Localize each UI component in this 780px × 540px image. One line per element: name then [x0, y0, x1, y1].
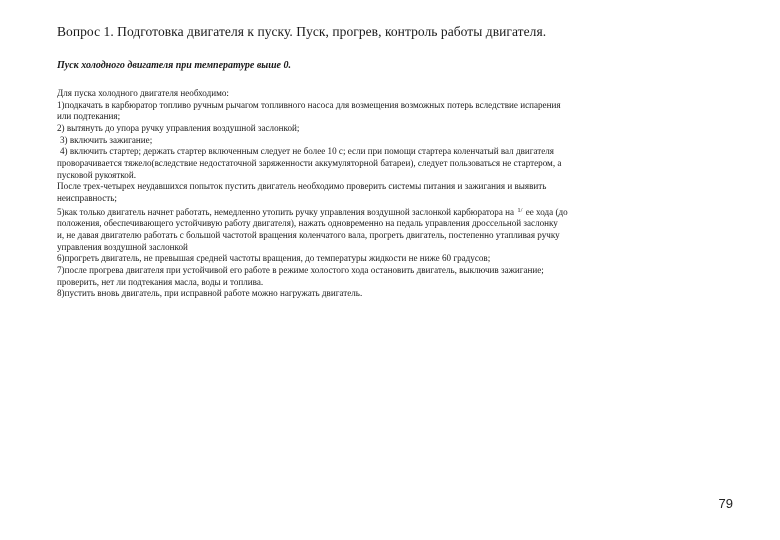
body-line: После трех-четырех неудавшихся попыток пустить двигатель необходимо проверить системы питания и зажигания и выявить [57, 181, 547, 192]
body-line: 4) включить стартер; держать стартер включенным следует не более 10 с; если при помощи стартера коленчатый вал двигателя [60, 146, 554, 157]
body-line: 2) вытянуть до упора ручку управления воздушной заслонкой; [57, 122, 300, 133]
body-line: пусковой рукояткой. [57, 169, 136, 180]
fraction-mark: 1/ [517, 206, 523, 214]
body-line-with-fraction [57, 205, 747, 219]
section-subtitle: Пуск холодного двигателя при температуре выше 0. [57, 60, 291, 71]
body-line: и, не давая двигателю работать с большой частотой вращения коленчатого вала, прогреть двигатель, постепенно утапливая ручку [57, 229, 560, 240]
body-line: проверить, нет ли подтекания масла, воды и топлива. [57, 276, 264, 287]
body-line: 7)после прогрева двигателя при устойчивой его работе в режиме холостого хода остановить двигатель, выключив зажигание; [57, 264, 544, 275]
body-line: или подтекания; [57, 111, 121, 122]
body-line-part: 5)как только двигатель начнет работать, немедленно утопить ручку управления воздушной заслонкой карбюратора на [57, 206, 515, 217]
body-line: неисправность; [57, 192, 117, 203]
body-line: Для пуска холодного двигателя необходимо: [57, 88, 229, 98]
body-line: 6)прогреть двигатель, не превышая средней частоты вращения, до температуры жидкости не ниже 60 градусов; [57, 253, 491, 264]
body-line: 1)подкачать в карбюратор топливо ручным рычагом топливного насоса для возмещения возможных потерь вследствие испарения [57, 99, 561, 110]
body-text [57, 88, 747, 300]
body-line: проворачивается тяжело(вследствие недостаточной заряженности аккумуляторной батареи), следует пользоваться не стартером, а [57, 157, 562, 168]
body-line-part: ее хода (до [525, 206, 568, 217]
page-number: 79 [718, 496, 733, 511]
body-line: 8)пустить вновь двигатель, при исправной работе можно нагружать двигатель. [57, 288, 363, 299]
body-line: 3) включить зажигание; [60, 134, 153, 145]
body-line: положения, обеспечивающего устойчивую работу двигателя), нажать одновременно на педаль управления дроссельной заслонку [57, 218, 558, 229]
page-title: Вопрос 1. Подготовка двигателя к пуску. Пуск, прогрев, контроль работы двигателя. [57, 24, 547, 39]
body-line: управления воздушной заслонкой [57, 241, 188, 252]
